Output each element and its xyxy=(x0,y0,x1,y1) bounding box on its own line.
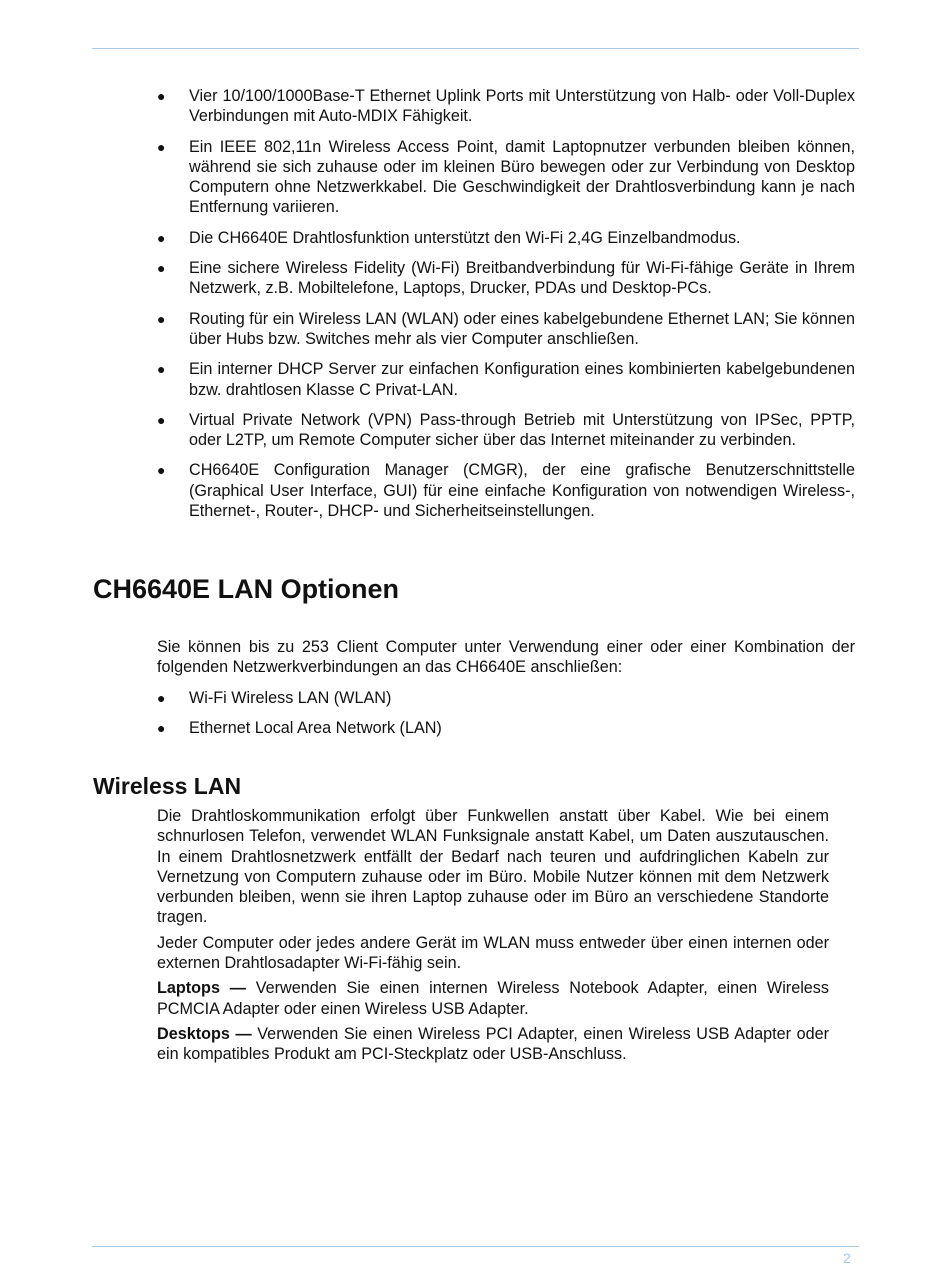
header-rule xyxy=(92,48,859,49)
laptops-label: Laptops — xyxy=(157,979,246,998)
paragraph: Jeder Computer oder jedes andere Gerät im WLAN muss entweder über einen internen oder externen Drahtlosadapter Wi-Fi-fähig sein. xyxy=(157,933,829,973)
list-item: ● Eine sichere Wireless Fidelity (Wi-Fi) Breitbandverbindung für Wi-Fi-fähige Geräte in Ihrem Netzwerk, z.B. Mobiltelefone, Laptops, Drucker, PDAs und Desktop-PCs. xyxy=(157,259,855,298)
bullet-icon: ● xyxy=(157,88,166,104)
list-item: ● Routing für ein Wireless LAN (WLAN) oder eines kabelgebundene Ethernet LAN; Sie können über Hubs bzw. Switches mehr als vier Computer anschließen. xyxy=(157,309,855,348)
lan-options-intro: Sie können bis zu 253 Client Computer unter Verwendung einer oder einer Kombination der folgenden Netzwerkverbindungen an das CH6640E anschließen: xyxy=(157,638,855,677)
bullet-icon: ● xyxy=(157,411,166,428)
wireless-lan-heading: Wireless LAN xyxy=(93,773,242,799)
paragraph: Die Drahtloskommunikation erfolgt über Funkwellen anstatt über Kabel. Wie bei einem schnurlosen Telefon, verwendet WLAN Funksignale anstatt Kabel, um Daten auszutauschen. In einem Drahtlosnetzwerk entfällt der Bedarf nach teuren und aufdringlichen Kabeln zur Vernetzung von Computern zuhause oder im Büro. Mobile Nutzer können mit dem Netzwerk verbunden bleiben, wenn sie ihren Laptop zuhause oder im Büro an verschiedene Standorte tragen. xyxy=(157,807,829,927)
list-item: ● Ein IEEE 802,11n Wireless Access Point, damit Laptopnutzer verbunden bleiben können, während sie sich zuhause oder im kleinen Büro bewegen oder zur Verbindung von Desktop Computern ohne Netzwerkkabel. Die Geschwindigkeit der Drahtlosverbindung kann je nach Entfernung variieren. xyxy=(157,137,855,217)
page-number: 2 xyxy=(843,1250,851,1266)
list-item: ● Vier 10/100/1000Base-T Ethernet Uplink Ports mit Unterstützung von Halb- oder Voll-Duplex Verbindungen mit Auto-MDIX Fähigkeit. xyxy=(157,87,855,126)
feature-list xyxy=(157,86,855,531)
lan-options-heading: CH6640E LAN Optionen xyxy=(93,574,400,604)
bullet-icon: ● xyxy=(157,690,166,706)
footer-rule xyxy=(92,1246,859,1247)
list-item: ● Die CH6640E Drahtlosfunktion unterstützt den Wi-Fi 2,4G Einzelbandmodus. xyxy=(157,228,741,247)
bullet-icon: ● xyxy=(157,260,166,277)
list-item: ● Ein interner DHCP Server zur einfachen Konfiguration eines kombinierten kabelgebundenen bzw. drahtlosen Klasse C Privat-LAN. xyxy=(157,360,855,399)
list-item: ● Ethernet Local Area Network (LAN) xyxy=(157,719,442,738)
bullet-icon: ● xyxy=(157,720,166,737)
bullet-icon: ● xyxy=(157,361,166,378)
list-item: ● Wi-Fi Wireless LAN (WLAN) xyxy=(157,689,392,707)
bullet-icon: ● xyxy=(157,138,166,155)
bullet-icon: ● xyxy=(157,310,166,327)
desktops-label: Desktops — xyxy=(157,1024,252,1043)
paragraph: Desktops — Verwenden Sie einen Wireless PCI Adapter, einen Wireless USB Adapter oder ein kompatibles Produkt am PCI-Steckplatz oder USB-Anschluss. xyxy=(157,1024,829,1064)
wireless-lan-body xyxy=(157,806,829,1070)
paragraph: Laptops — Verwenden Sie einen internen Wireless Notebook Adapter, einen Wireless PCMCIA Adapter oder einen Wireless USB Adapter. xyxy=(157,979,829,1018)
bullet-icon: ● xyxy=(157,462,166,479)
lan-options-list xyxy=(157,688,855,749)
list-item: ● CH6640E Configuration Manager (CMGR), der eine grafische Benutzerschnittstelle (Graphical User Interface, GUI) für eine einfache Konfiguration von notwendigen Wireless-, Ethernet-, Router-, DHCP- und Sicherheitseinstellungen. xyxy=(157,461,855,521)
bullet-icon: ● xyxy=(157,229,166,246)
list-item: ● Virtual Private Network (VPN) Pass-through Betrieb mit Unterstützung von IPSec, PPTP, oder L2TP, um Remote Computer sicher über das Internet miteinander zu verbinden. xyxy=(157,410,855,450)
